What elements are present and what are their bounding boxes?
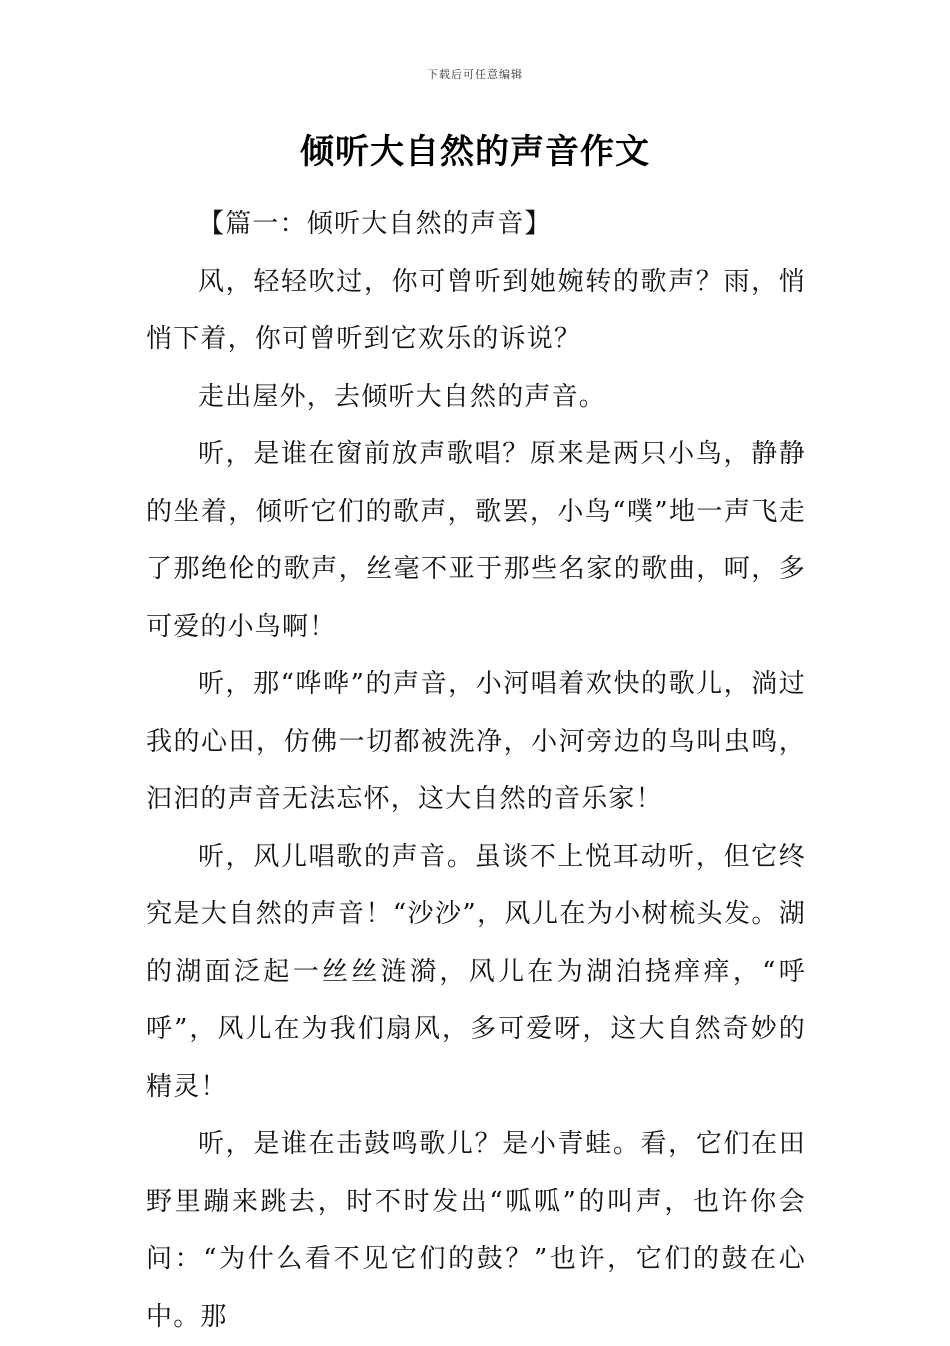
document-body — [146, 196, 806, 1346]
section-heading: 【篇一：倾听大自然的声音】 — [198, 209, 552, 239]
document-title: 倾听大自然的声音作文 — [300, 132, 650, 172]
paragraph: 走出屋外，去倾听大自然的声音。 — [198, 381, 607, 412]
paragraph: 听，那“哗哗”的声音，小河唱着欢快的歌儿，淌过我的心田，仿佛一切都被洗净，小河旁边的鸟叫虫鸣，汩汩的声音无法忘怀，这大自然的音乐家！ — [146, 669, 806, 814]
paragraph: 听，是谁在击鼓鸣歌儿？是小青蛙。看，它们在田野里蹦来跳去，时不时发出“呱呱”的叫声，也许你会问：“为什么看不见它们的鼓？”也许，它们的鼓在心中。那 — [146, 1129, 806, 1332]
paragraph: 听，风儿唱歌的声音。虽谈不上悦耳动听，但它终究是大自然的声音！“沙沙”，风儿在为小树梳头发。湖的湖面泛起一丝丝涟漪，风儿在为湖泊挠痒痒，“呼呼”，风儿在为我们扇风，多可爱呀，这大自然奇妙的精灵！ — [146, 841, 806, 1102]
paragraph: 风，轻轻吹过，你可曾听到她婉转的歌声？雨，悄悄下着，你可曾听到它欢乐的诉说？ — [146, 266, 806, 354]
paragraph: 听，是谁在窗前放声歌唱？原来是两只小鸟，静静的坐着，倾听它们的歌声，歌罢，小鸟“噗”地一声飞走了那绝伦的歌声，丝毫不亚于那些名家的歌曲，呵，多可爱的小鸟啊！ — [146, 439, 806, 642]
header-note: 下载后可任意编辑 — [427, 68, 523, 81]
